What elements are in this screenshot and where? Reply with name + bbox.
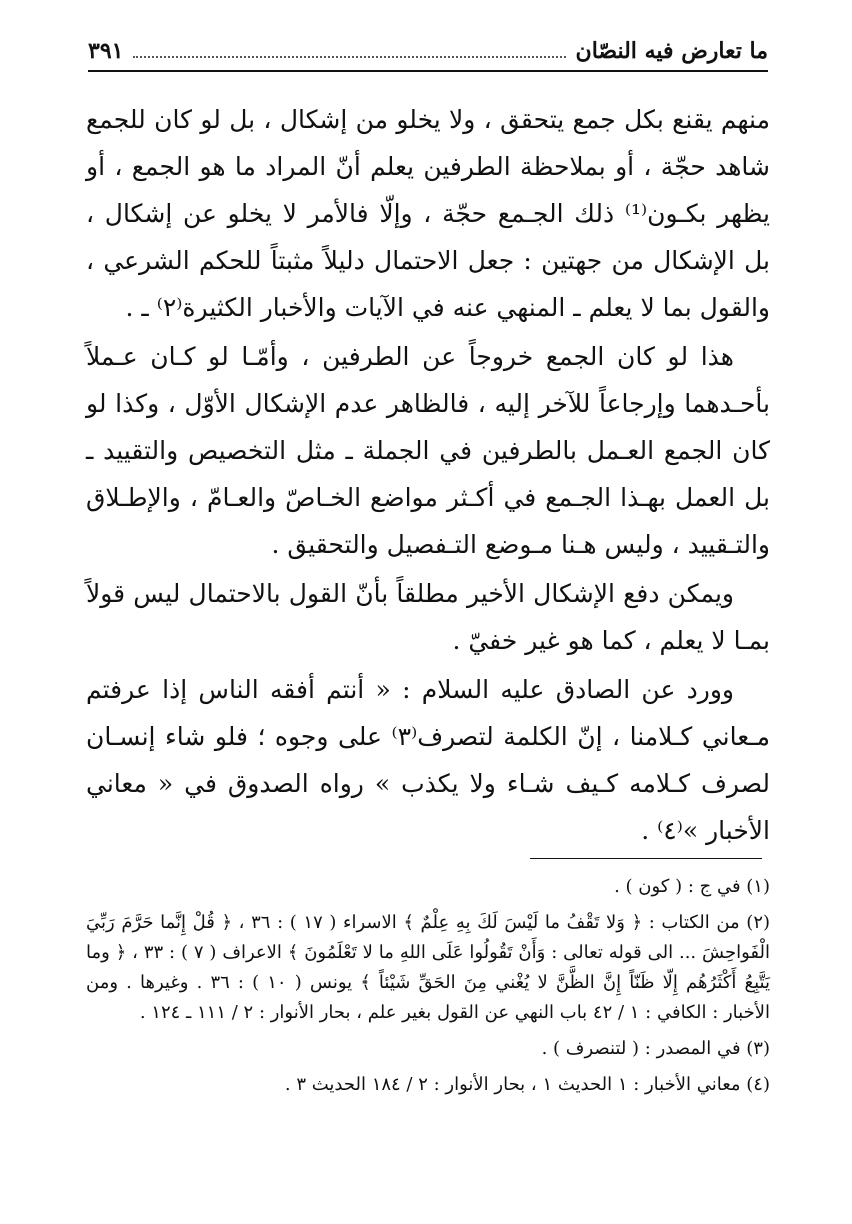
header-dot-leader	[133, 56, 565, 58]
footnote: (٢) من الكتاب : ﴿ وَلا تَقْفُ ما لَيْسَ لَكَ بِهِ عِلْمٌ ﴾ الاسراء ( ١٧ ) : ٣٦ ، ﴿ قُلْ إِنَّما حَرَّمَ رَبِّيَ الْفَواحِشَ ... الى قوله تعالى : وَأَنْ تَقُولُوا عَلَى اللهِ ما لا تَعْلَمُونَ ﴾ الاعراف ( ٧ ) : ٣٣ ، ﴿ وما يَتَّبِعُ أَكْثَرُهُم إِلّا ظَنّاً إِنَّ الظَّنَّ لا يُغْني مِنَ الحَقِّ شَيْئاً ﴾ يونس ( ١٠ ) : ٣٦ . وغيرها . ومن الأخبار : الكافي : ١ / ٤٢ باب النهي عن القول بغير علم ، بحار الأنوار : ٢ / ١١١ ـ ١٢٤ .	[86, 912, 771, 1023]
running-title: ما تعارض فيه النصّان	[575, 38, 768, 64]
footnote: (٤) معاني الأخبار : ١ الحديث ١ ، بحار الأنوار : ٢ / ١٨٤ الحديث ٣ .	[284, 1074, 770, 1095]
footnote: (٣) في المصدر : ( لتنصرف ) .	[541, 1038, 770, 1059]
footnote-separator	[530, 858, 762, 859]
paragraph: ويمكن دفع الإشكال الأخير مطلقاً بأنّ القول بالاحتمال ليس قولاً بمـا لا يعلم ، كما هو غير خفيّ .	[86, 579, 770, 655]
paragraph: وورد عن الصادق عليه السلام : « أنتم أفقه الناس إذا عرفتم مـعاني كـلامنا ، إنّ الكلمة لتصرف⁽٣⁾ على وجوه ؛ فلو شاء إنسـان لصرف كـلامه كـيف شـاء ولا يكذب » رواه الصدوق في « معاني الأخبار »⁽٤⁾ .	[86, 675, 771, 845]
paragraph: منهم يقنع بكل جمع يتحقق ، ولا يخلو من إشكال ، بل لو كان للجمع شاهد حجّة ، أو بملاحظة الطرفين يعلم أنّ المراد ما هو الجمع ، أو يظهر بكـون⁽¹⁾ ذلك الجـمع حجّة ، وإلّا فالأمر لا يخلو عن إشكال ، بل الإشكال من جهتين : جعل الاحتمال دليلاً مثبتاً للحكم الشرعي ، والقول بما لا يعلم ـ المنهي عنه في الآيات والأخبار الكثيرة⁽٢⁾ ـ .	[86, 105, 770, 322]
page-header	[88, 26, 768, 72]
footnote: (١) في ج : ( كون ) .	[614, 876, 770, 897]
paragraph: هذا لو كان الجمع خروجاً عن الطرفين ، وأمّـا لو كـان عـملاً بأحـدهما وإرجاعاً للآخر إليه ، فالظاهر عدم الإشكال الأوّل ، وكذا لو كان الجمع العـمل بالطرفين في الجملة ـ مثل التخصيص والتقييد ـ بل العمل بهـذا الجـمع في أكـثر مواضع الخـاصّ والعـامّ ، والإطـلاق والتـقييد ، وليس هـنا مـوضع التـفصيل والتحقيق .	[86, 342, 770, 559]
main-text	[86, 96, 770, 854]
footnotes	[86, 872, 770, 1100]
page-number: ٣٩١	[88, 38, 124, 64]
